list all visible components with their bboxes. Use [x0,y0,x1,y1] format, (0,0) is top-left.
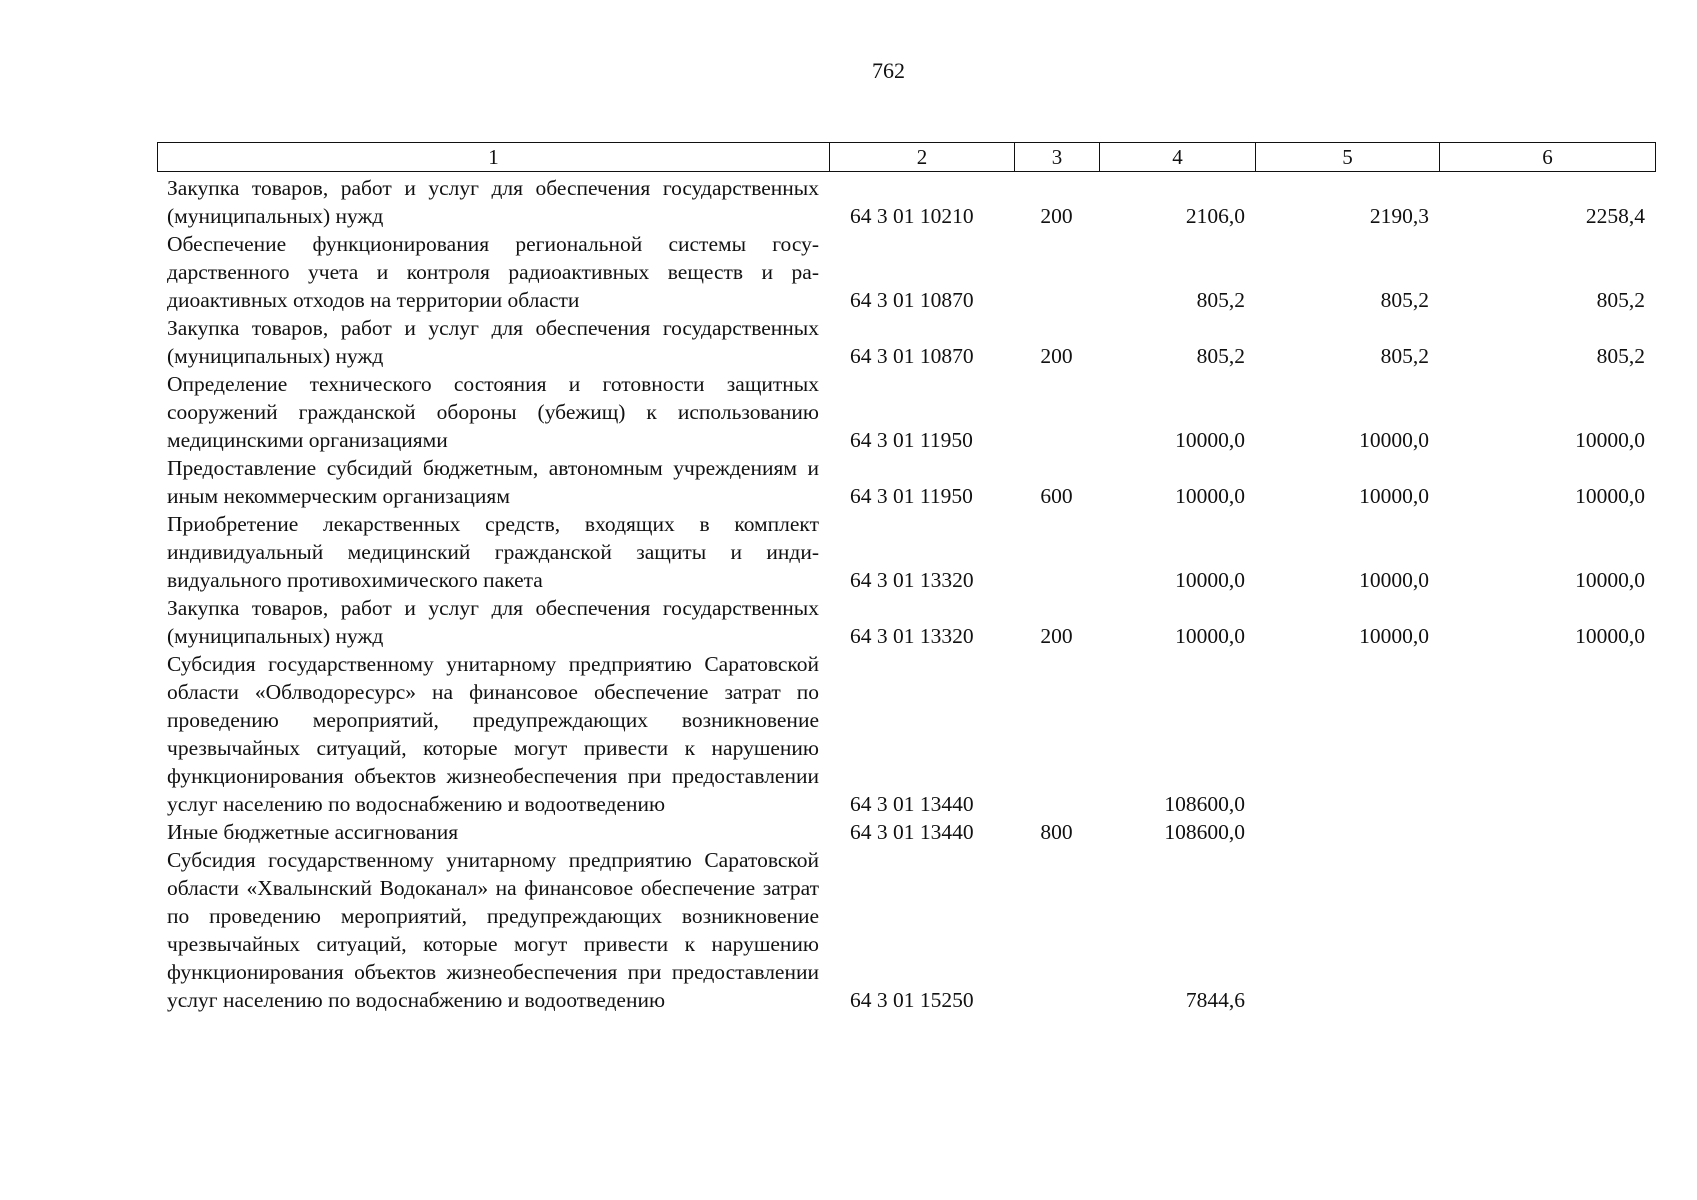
column-header-2: 2 [830,143,1015,172]
row-value-6: 10000,0 [1575,624,1645,648]
row-value-4: 108600,0 [1164,820,1245,844]
page-number: 762 [872,58,905,83]
column-header-4: 4 [1100,143,1256,172]
column-header-3: 3 [1015,143,1100,172]
row-code: 64 3 01 13440 [850,820,974,844]
row-code: 64 3 01 11950 [850,484,973,508]
row-name: Иные бюджетные ассигнования [167,820,459,844]
row-code: 64 3 01 10870 [850,344,974,368]
row-value-5: 10000,0 [1359,484,1429,508]
row-value-6: 805,2 [1596,288,1645,312]
row-value-5: 2190,3 [1369,204,1429,228]
row-name: Закупка товаров, работ и услуг для обеспечения государственных (муниципальных) нужд [167,596,819,648]
table-row [157,454,1655,510]
row-value-5: 805,2 [1380,288,1429,312]
row-type: 200 [1040,624,1073,648]
row-code: 64 3 01 10210 [850,204,974,228]
column-header-6: 6 [1440,143,1656,172]
row-name: Субсидия государственному унитарному предприятию Саратовской области «Облводоресурс» на финансовое обеспечение затрат по проведению мероприятий, предупреждающих возникновение чрезвычайных ситуаций, которые могут привести к нарушению функционирования объектов жизнеобеспечения при предоставлении услуг населению по водоснабжению и водоотведению [167,652,819,816]
table-row [157,594,1655,650]
table-row [157,314,1655,370]
row-name: Определение технического состояния и готовности защитных сооружений гражданской обороны (убежищ) к использованию медицинскими организациями [167,372,819,452]
budget-table-body [157,174,1655,1014]
row-value-5: 10000,0 [1359,428,1429,452]
row-value-4: 10000,0 [1175,624,1245,648]
row-name: Закупка товаров, работ и услуг для обеспечения государственных (муниципальных) нужд [167,316,819,368]
table-row [157,650,1655,818]
row-value-4: 108600,0 [1164,792,1245,816]
column-header-1: 1 [158,143,830,172]
row-name: Предоставление субсидий бюджетным, автономным учреждениям и иным некоммерческим организациям [167,456,819,508]
table-row [157,846,1655,1014]
row-value-4: 805,2 [1196,344,1245,368]
row-value-4: 2106,0 [1185,204,1245,228]
row-value-6: 10000,0 [1575,484,1645,508]
row-code: 64 3 01 13320 [850,568,974,592]
row-type: 200 [1040,204,1073,228]
row-name: Приобретение лекарственных средств, входящих в комплект индивидуальный медицинский гражданской защиты и индивидуального противохимического пакета [167,512,819,592]
column-header-5: 5 [1256,143,1440,172]
row-name: Субсидия государственному унитарному предприятию Саратовской области «Хвалынский Водоканал» на финансовое обеспечение затрат по проведению мероприятий, предупреждающих возникновение чрезвычайных ситуаций, которые могут привести к нарушению функционирования объектов жизнеобеспечения при предоставлении услуг населению по водоснабжению и водоотведению [167,848,819,1012]
row-code: 64 3 01 15250 [850,988,974,1012]
column-number-header [157,142,1656,172]
row-value-4: 805,2 [1196,288,1245,312]
row-code: 64 3 01 13440 [850,792,974,816]
row-value-4: 10000,0 [1175,484,1245,508]
table-row [157,174,1655,230]
row-value-6: 2258,4 [1585,204,1645,228]
row-code: 64 3 01 13320 [850,624,974,648]
row-value-5: 10000,0 [1359,624,1429,648]
table-row [157,230,1655,314]
row-type: 600 [1040,484,1073,508]
row-value-6: 805,2 [1596,344,1645,368]
row-code: 64 3 01 11950 [850,428,973,452]
row-name: Обеспечение функционирования региональной системы государственного учета и контроля радиоактивных веществ и радиоактивных отходов на территории области [167,232,819,312]
row-value-6: 10000,0 [1575,428,1645,452]
table-row [157,510,1655,594]
row-value-4: 10000,0 [1175,428,1245,452]
row-code: 64 3 01 10870 [850,288,974,312]
row-name: Закупка товаров, работ и услуг для обеспечения государственных (муниципальных) нужд [167,176,819,228]
row-value-5: 805,2 [1380,344,1429,368]
row-type: 800 [1040,820,1073,844]
table-row [157,818,1655,846]
row-value-6: 10000,0 [1575,568,1645,592]
row-value-4: 7844,6 [1185,988,1245,1012]
row-value-4: 10000,0 [1175,568,1245,592]
table-row [157,370,1655,454]
row-value-5: 10000,0 [1359,568,1429,592]
row-type: 200 [1040,344,1073,368]
